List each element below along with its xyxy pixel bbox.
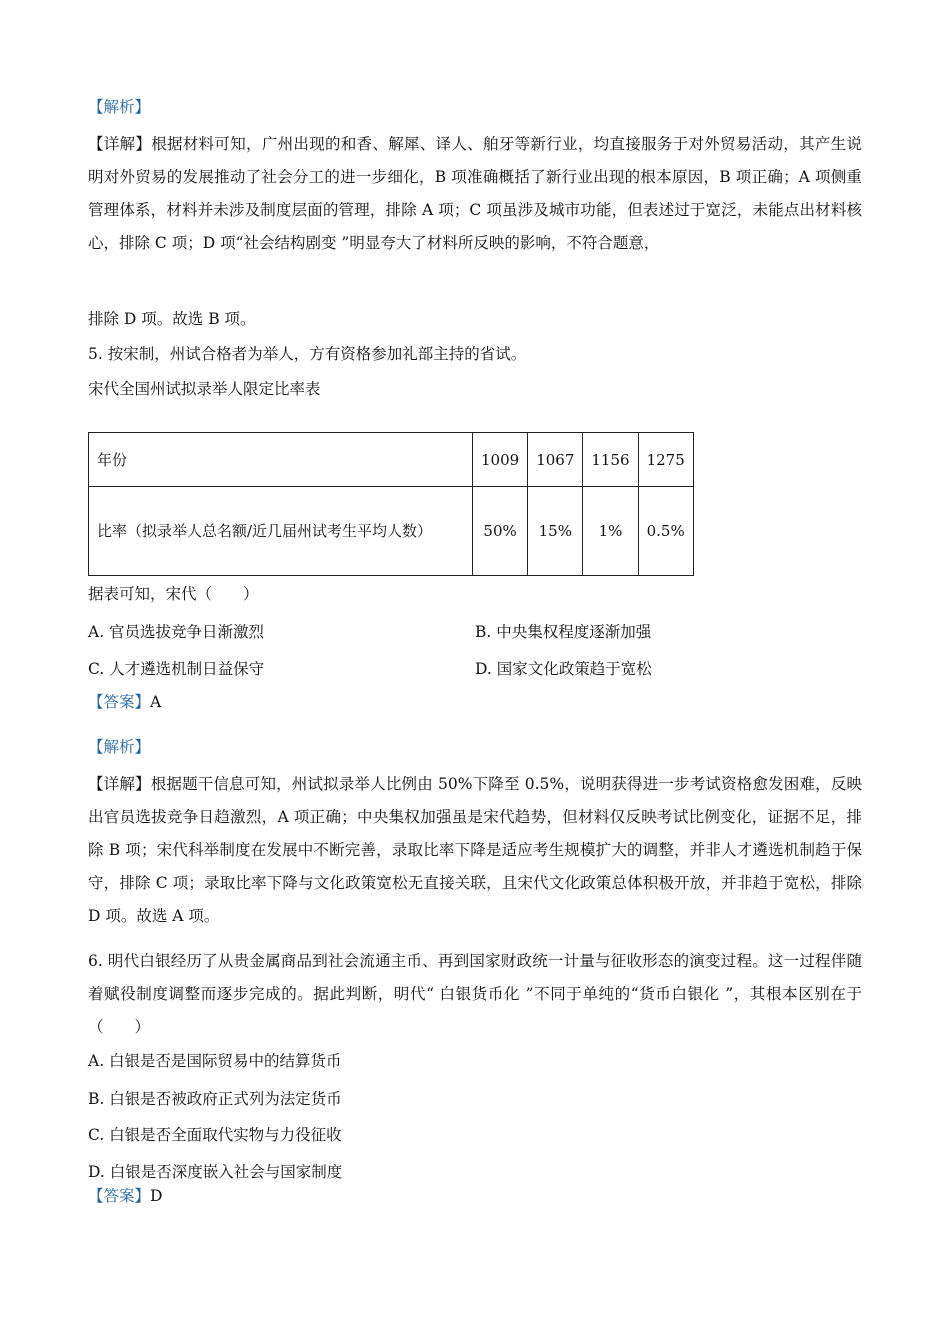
q5-analysis-label: 【解析】	[88, 738, 151, 756]
table-row-rates	[89, 487, 694, 576]
table-row-years	[89, 433, 694, 487]
q5-rate-table	[88, 432, 694, 576]
q5-detail	[88, 768, 862, 933]
table-cell-year: 1275	[638, 433, 693, 487]
q5-option-d: D. 国家文化政策趋于宽松	[475, 660, 652, 678]
q5-table-title: 宋代全国州试拟录举人限定比率表	[88, 380, 321, 398]
table-cell-rate: 15%	[528, 487, 583, 576]
q6-option-c: C. 白银是否全面取代实物与力役征收	[88, 1126, 342, 1144]
q5-option-a: A. 官员选拔竞争日渐激烈	[88, 623, 265, 641]
q6-option-b: B. 白银是否被政府正式列为法定货币	[88, 1090, 342, 1108]
q4-detail-label: 【详解】	[88, 135, 152, 153]
q4-analysis-label: 【解析】	[88, 98, 151, 116]
q5-answer	[88, 686, 161, 719]
q4-detail-end: 排除 D 项。故选 B 项。	[88, 310, 256, 328]
table-header-rate: 比率（拟录举人总名额/近几届州试考生平均人数）	[89, 487, 473, 576]
table-cell-year: 1156	[583, 433, 638, 487]
q6-option-d: D. 白银是否深度嵌入社会与国家制度	[88, 1163, 343, 1181]
q5-detail-text: 根据题干信息可知，州试拟录举人比例由 50%下降至 0.5%，说明获得进一步考试资格愈发困难，反映出官员选拔竞争日趋激烈，A 项正确；中央集权加强虽是宋代趋势，但材料仅反映考试比例变化，证据不足，排除 B 项；宋代科举制度在发展中不断完善，录取比率下降是适应考生规模扩大的调整，并非人才遴选机制趋于保守，排除 C 项；录取比率下降与文化政策宽松无直接关联，且宋代文化政策总体积极开放，并非趋于宽松，排除 D 项。故选 A 项。	[88, 775, 862, 925]
q5-answer-label: 【答案】	[88, 693, 151, 711]
q5-option-c: C. 人才遴选机制日益保守	[88, 660, 265, 678]
q5-option-b: B. 中央集权程度逐渐加强	[475, 623, 652, 641]
table-cell-year: 1067	[528, 433, 583, 487]
table-header-year: 年份	[89, 433, 473, 487]
q4-detail	[88, 128, 862, 260]
q5-detail-label: 【详解】	[88, 775, 151, 793]
q5-answer-value: A	[150, 693, 162, 711]
table-cell-rate: 50%	[473, 487, 528, 576]
q6-stem: 6. 明代白银经历了从贵金属商品到社会流通主币、再到国家财政统一计量与征收形态的演变过程。这一过程伴随着赋役制度调整而逐步完成的。据此判断，明代“ 白银货币化 ”不同于单纯的“货币白银化 ”，其根本区别在于（ ）	[88, 952, 862, 1036]
q6-option-a: A. 白银是否是国际贸易中的结算货币	[88, 1052, 342, 1070]
q6-answer-value: D	[150, 1187, 163, 1205]
q4-detail-text: 根据材料可知，广州出现的和香、解犀、译人、舶牙等新行业，均直接服务于对外贸易活动，其产生说明对外贸易的发展推动了社会分工的进一步细化，B 项准确概括了新行业出现的根本原因，B 项正确；A 项侧重管理体系，材料并未涉及制度层面的管理，排除 A 项；C 项虽涉及城市功能，但表述过于宽泛，未能点出材料核心，排除 C 项；D 项“社会结构剧变 ”明显夸大了材料所反映的影响，不符合题意，	[88, 135, 862, 252]
q6-answer-label: 【答案】	[88, 1187, 151, 1205]
table-cell-rate: 1%	[583, 487, 638, 576]
q5-question: 据表可知，宋代（ ）	[88, 585, 259, 603]
table-cell-rate: 0.5%	[638, 487, 693, 576]
table-cell-year: 1009	[473, 433, 528, 487]
q6-answer	[88, 1180, 162, 1213]
q5-stem: 5. 按宋制，州试合格者为举人，方有资格参加礼部主持的省试。	[88, 345, 527, 363]
